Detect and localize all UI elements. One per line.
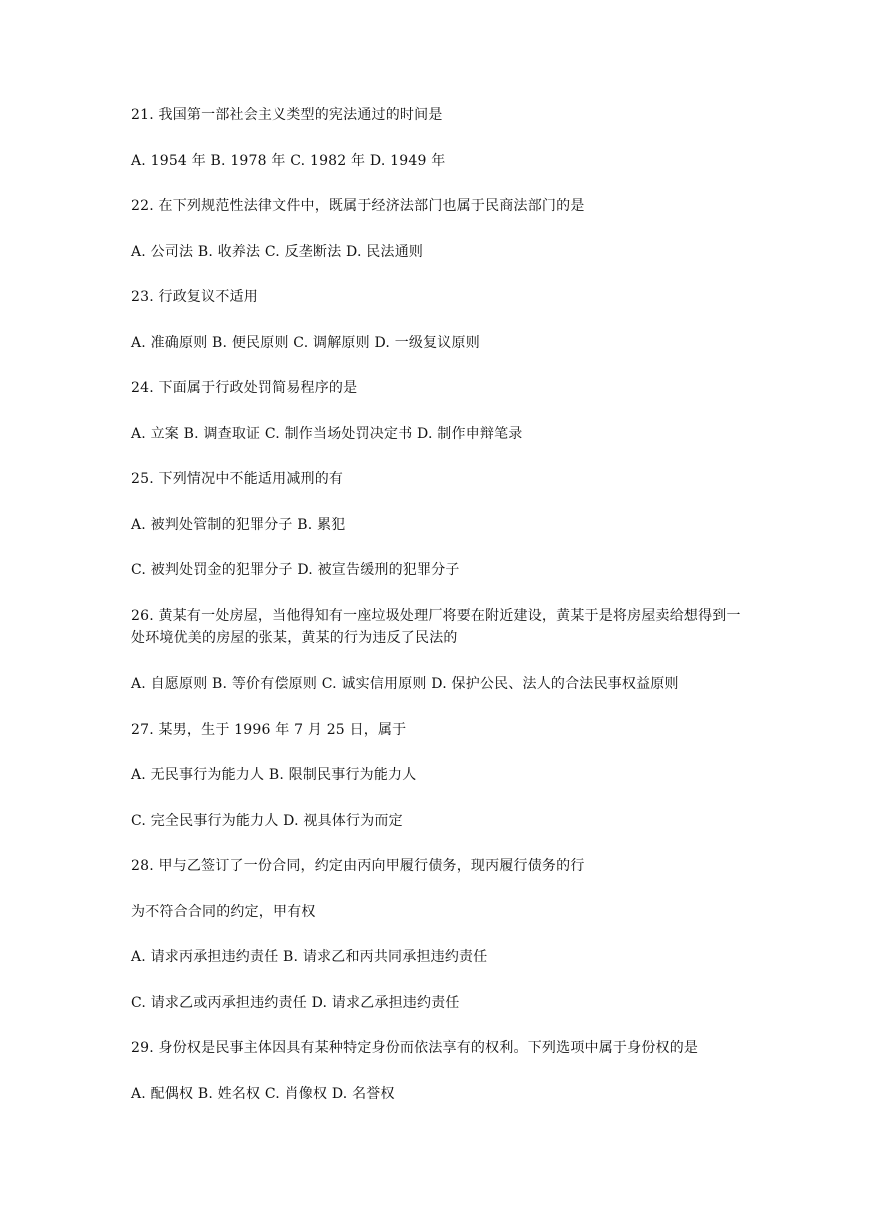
- question-25: 25. 下列情况中不能适用减刑的有: [131, 471, 344, 487]
- question-29: 29. 身份权是民事主体因具有某种特定身份而依法享有的权利。下列选项中属于身份权的是: [131, 1040, 699, 1056]
- options-29: A. 配偶权 B. 姓名权 C. 肖像权 D. 名誉权: [131, 1086, 395, 1102]
- question-28-continued: 为不符合合同的约定，甲有权: [131, 904, 316, 920]
- question-21: 21. 我国第一部社会主义类型的宪法通过的时间是: [131, 107, 443, 123]
- question-23: 23. 行政复议不适用: [131, 289, 258, 305]
- question-22: 22. 在下列规范性法律文件中，既属于经济法部门也属于民商法部门的是: [131, 198, 585, 214]
- options-27-line-2: C. 完全民事行为能力人 D. 视具体行为而定: [131, 813, 403, 829]
- options-25-line-1: A. 被判处管制的犯罪分子 B. 累犯: [131, 517, 346, 533]
- options-28-line-2: C. 请求乙或丙承担违约责任 D. 请求乙承担违约责任: [131, 995, 460, 1011]
- options-21: A. 1954 年 B. 1978 年 C. 1982 年 D. 1949 年: [131, 153, 446, 169]
- options-26: A. 自愿原则 B. 等价有偿原则 C. 诚实信用原则 D. 保护公民、法人的合法民事权益原则: [131, 676, 679, 692]
- question-24: 24. 下面属于行政处罚简易程序的是: [131, 380, 358, 396]
- options-25-line-2: C. 被判处罚金的犯罪分子 D. 被宣告缓刑的犯罪分子: [131, 562, 460, 578]
- question-28: 28. 甲与乙签订了一份合同，约定由丙向甲履行债务，现丙履行债务的行: [131, 858, 585, 874]
- question-27: 27. 某男，生于 1996 年 7 月 25 日，属于: [131, 722, 407, 738]
- options-22: A. 公司法 B. 收养法 C. 反垄断法 D. 民法通则: [131, 244, 424, 260]
- options-24: A. 立案 B. 调查取证 C. 制作当场处罚决定书 D. 制作申辩笔录: [131, 426, 523, 442]
- options-28-line-1: A. 请求丙承担违约责任 B. 请求乙和丙共同承担违约责任: [131, 949, 488, 965]
- question-26: 26. 黄某有一处房屋，当他得知有一座垃圾处理厂将要在附近建设，黄某于是将房屋卖给想得到一处环境优美的房屋的张某，黄某的行为违反了民法的: [131, 608, 741, 646]
- options-27-line-1: A. 无民事行为能力人 B. 限制民事行为能力人: [131, 767, 417, 783]
- options-23: A. 准确原则 B. 便民原则 C. 调解原则 D. 一级复议原则: [131, 335, 480, 351]
